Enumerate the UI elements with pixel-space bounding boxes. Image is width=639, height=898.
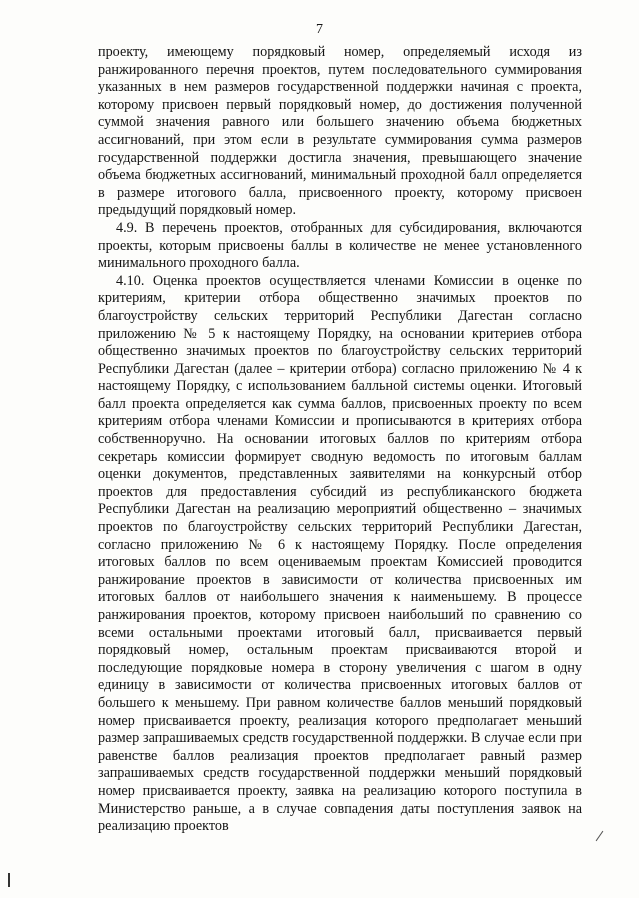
page-number: 7 <box>316 22 323 37</box>
paragraph-4-9: 4.9. В перечень проектов, отобранных для субсидирования, включаются проекты, которым присвоены баллы в количестве не менее установленного минимального проходного балла. <box>98 219 582 272</box>
paragraph-4-10: 4.10. Оценка проектов осуществляется членами Комиссии в оценке по критериям, критерии отбора общественно значимых проектов по благоустройству сельских территорий Республики Дагестан согласно приложению № 5 к настоящему Порядку, на основании критериев отбора общественно значимых проектов по благоустройству сельских территорий Республики Дагестан (далее – критерии отбора) согласно приложению № 4 к настоящему Порядку, с использованием балльной системы оценки. Итоговый балл проекта определяется как сумма баллов, присвоенных проекту по всем критериям отбора членами Комиссии и прописываются в критериях отбора собственноручно. На основании итоговых баллов по критериям отбора секретарь комиссии формирует сводную ведомость по итоговым баллам оценки документов, представленных заявителями на конкурсный отбор проектов для предоставления субсидий из республиканского бюджета Республики Дагестан на реализацию мероприятий общественно – значимых проектов по благоустройству сельских территорий Республики Дагестан, согласно приложению № 6 к настоящему Порядку. После определения итоговых баллов по всем оцениваемым проектам Комиссией проводится ранжирование проектов в зависимости от количества присвоенных им итоговых баллов от наибольшего значения к наименьшему. В процессе ранжирования проектов, которому присвоен наибольший по сравнению со всеми остальными проектами итоговый балл, присваивается первый порядковый номер, остальным проектам присваиваются второй и последующие порядковые номера в сторону увеличения с шагом в одну единицу в зависимости от количества присвоенных итоговых баллов от большего к меньшему. При равном количестве баллов меньший порядковый номер присваивается проекту, реализация которого предполагает меньший размер запрашиваемых средств государственной поддержки. В случае если при равенстве баллов реализация проектов предполагает равный размер запрашиваемых средств государственной поддержки меньший порядковый номер присваивается проекту, заявка на реализацию которого поступила в Министерство раньше, а в случае совпадения даты поступления заявок на реализацию проектов <box>98 272 582 835</box>
document-body <box>98 44 582 836</box>
paragraph-continuation: проекту, имеющему порядковый номер, определяемый исходя из ранжированного перечня проектов, путем последовательного суммирования указанных в нем размеров государственной поддержки начиная с проекта, которому присвоен первый порядковый номер, до достижения полученной суммой значения равного или большего значению объема бюджетных ассигнований, при этом если в результате суммирования сумма размеров государственной поддержки достигла значения, превышающего значение объема бюджетных ассигнований, минимальный проходной балл определяется в размере итогового балла, присвоенного проекту, которому присвоен предыдущий порядковый номер. <box>98 44 582 219</box>
scan-artifact-right <box>596 831 604 841</box>
scan-artifact-left <box>8 873 10 887</box>
